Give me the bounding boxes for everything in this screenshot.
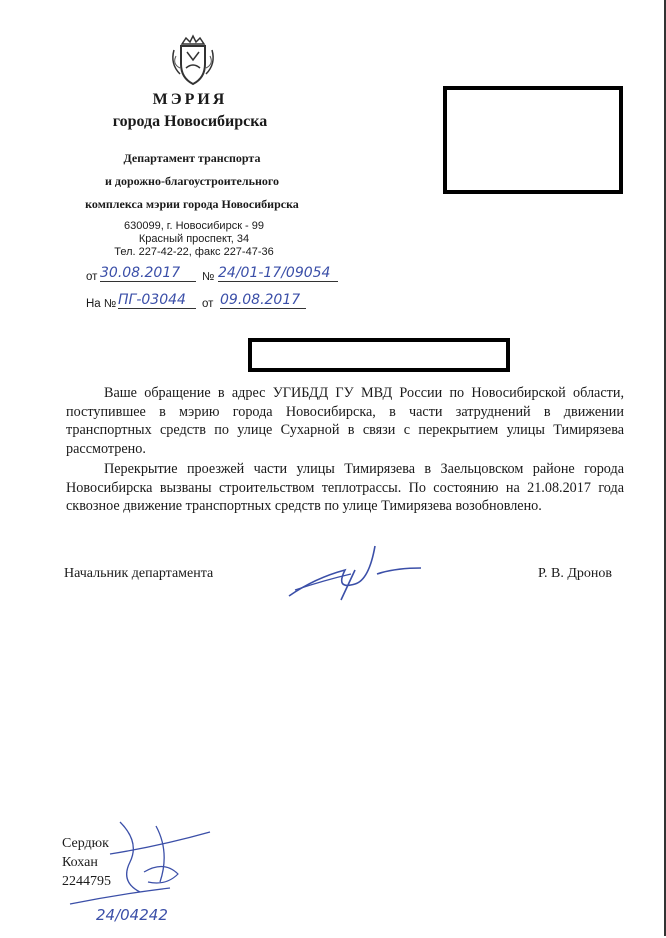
address-line-1: 630099, г. Новосибирск - 99 (123, 220, 265, 232)
reply-date: 09.08.2017 (220, 292, 306, 309)
executor-name-2: Кохан (62, 855, 98, 870)
reply-number: ПГ-03044 (118, 292, 196, 309)
reply-label: На № (86, 298, 117, 310)
executor-phone: 2244795 (62, 874, 111, 889)
org-city: города Новосибирска (112, 113, 268, 130)
reply-from-label: от (202, 298, 214, 310)
dept-line-3: комплекса мэрии города Новосибирска (85, 197, 299, 211)
executor-name-1: Сердюк (62, 836, 109, 851)
address-line-2: Красный проспект, 34 (138, 233, 250, 245)
reg-number: 24/01-17/09054 (218, 265, 338, 282)
org-title: МЭРИЯ (152, 91, 228, 108)
dept-line-2: и дорожно-благоустроительного (104, 174, 280, 188)
executor-initials-scribble-icon (60, 812, 220, 916)
from-date: 30.08.2017 (100, 265, 196, 282)
signer-position: Начальник департамента (64, 566, 214, 581)
redacted-field (248, 338, 510, 372)
coat-of-arms-icon (168, 34, 218, 86)
from-label: от (86, 271, 98, 283)
number-label: № (202, 271, 215, 283)
address-line-3: Тел. 227-42-22, факс 227-47-36 (114, 246, 274, 258)
signer-name: Р. В. Дронов (538, 566, 613, 581)
body-paragraph-1: Ваше обращение в адрес УГИБДД ГУ МВД России по Новосибирской области, поступившее в мэрию города Новосибирска, в части затруднений в движении транспортных средств по улице Сухарной в связи с перекрытием улицы Тимирязева рассмотрено. (66, 385, 624, 457)
signature-scribble-icon (285, 540, 425, 602)
body-paragraph-2: Перекрытие проезжей части улицы Тимирязева в Заельцовском районе города Новосибирска вызваны строительством теплотрассы. По состоянию на 21.08.2017 года сквозное движение транспортных средств по улице Тимирязева возобновлено. (66, 461, 624, 514)
dept-line-1: Департамент транспорта (123, 151, 261, 165)
redacted-addressee (443, 86, 623, 194)
executor-handwritten-note: 24/04242 (96, 906, 168, 924)
